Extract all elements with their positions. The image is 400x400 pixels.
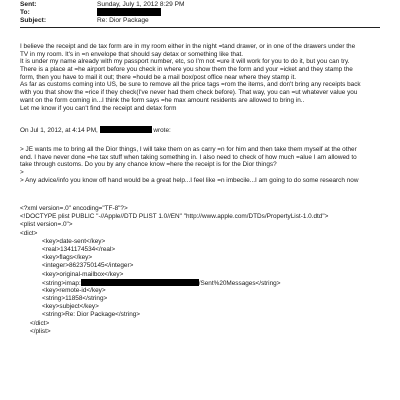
xml-line-before: <string>imap: — [42, 279, 81, 287]
xml-line: </plist> — [30, 327, 51, 335]
xml-line: <key>subject</key> — [42, 303, 99, 311]
subject-label: Subject: — [20, 17, 47, 24]
xml-line-after: /Sent%20Messages</string> — [198, 279, 281, 287]
redacted-recipient — [97, 8, 161, 16]
xml-line: <string>Re: Dior Package</string> — [42, 311, 141, 319]
quoted-line: > — [20, 169, 24, 177]
header-divider — [20, 27, 380, 28]
quoted-line: end. I have never done =he tax stuff when taking something in. I also need to check of how much =alue I am allowed to — [20, 153, 357, 161]
body-line: I believe the receipt and de tax form are in my room either in the night =tand drawer, or in one of the drawers under the — [20, 43, 356, 50]
message-body — [20, 43, 382, 112]
quoted-line: > Any advice/info you know off hand would be a great help...I feel like =n imbecile...I am going to do some research now — [20, 176, 359, 184]
xml-line: <real>1341174534</real> — [42, 245, 116, 253]
quoted-line: take through customs. Do you by any chance know =here the receipt is for the Dior things? — [20, 161, 277, 169]
quote-intro-after: wrote: — [153, 127, 171, 134]
body-line: As far as customs coming into US, be sure to remove all the price tags =rom the items, and don't bring any receipts back — [20, 81, 361, 89]
quoted-message — [20, 146, 382, 184]
xml-line: <!DOCTYPE plist PUBLIC "-//Apple//DTD PLIST 1.0//EN" "http://www.apple.com/DTDs/PropertyList-1.0.dtd"> — [20, 213, 329, 221]
xml-line — [20, 279, 382, 287]
xml-line: <key>remote-id</key> — [42, 286, 106, 294]
subject-value: Re: Dior Package — [97, 17, 149, 24]
body-line: It is under my name already with my passport number, etc, so I'm not =ure it will work for you to do it, but you can try. — [20, 58, 350, 66]
body-line: form, then you have to mail it out; there =hould be a mail box/post office near where they stamp it. — [20, 73, 297, 81]
body-line: with you that show the =rice if they check(I've never had them check before). That way, you can =ut whatever value you — [20, 89, 358, 97]
xml-line: <string>11858</string> — [42, 295, 108, 303]
sent-label: Sent: — [20, 1, 37, 8]
xml-line: <integer>8623750145</integer> — [42, 262, 134, 270]
to-label: To: — [20, 9, 30, 16]
xml-line: <key>date-sent</key> — [42, 237, 106, 245]
body-line: Let me know if you can't find the receipt and detax form — [20, 104, 177, 112]
xml-line: <?xml version=.0" encoding="TF-8"?> — [20, 205, 128, 212]
quote-intro — [20, 126, 382, 134]
xml-line: <key>flags</key> — [42, 254, 93, 262]
body-line: want on the form coming in...I think the form says =he max amount residents are allowed to bring in.. — [20, 96, 305, 104]
redacted-mailbox — [81, 279, 199, 286]
body-line: There is a place at =he airport before you check in where you show them the form and your =icket and they stamp the — [20, 66, 353, 74]
body-line: TV in my room. It's in =n envelope that should say detax or something like that. — [20, 50, 244, 58]
xml-line: </dict> — [30, 319, 50, 327]
sent-value: Sunday, July 1, 2012 8:29 PM — [97, 1, 185, 8]
quoted-line: > JE wants me to bring all the Dior things, I will take them on as carry =n for him and then take them myself at the other — [20, 146, 357, 153]
xml-line: <dict> — [20, 229, 38, 237]
quote-intro-before: On Jul 1, 2012, at 4:14 PM, — [20, 127, 98, 134]
xml-line: <plist version=.0"> — [20, 221, 73, 229]
xml-line: <key>original-mailbox</key> — [42, 270, 124, 278]
plist-xml — [20, 205, 382, 336]
redacted-sender — [100, 126, 152, 133]
